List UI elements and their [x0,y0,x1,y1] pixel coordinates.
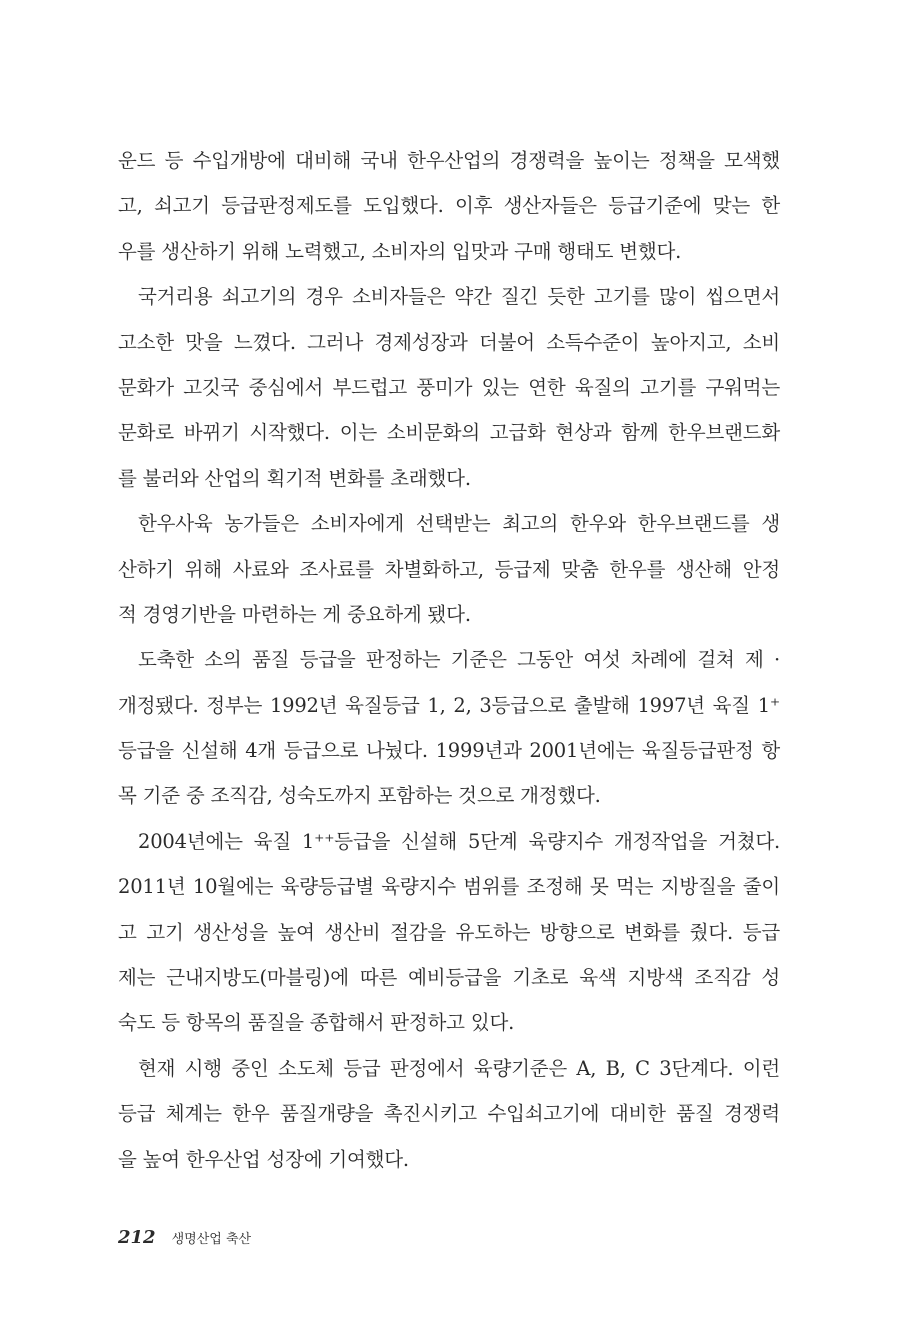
text-line [118,1000,780,1045]
line-text: 우를 생산하기 위해 노력했고, 소비자의 입맛과 구매 행태도 변했다. [118,239,682,263]
line-text: 적 경영기반을 마련하는 게 중요하게 됐다. [118,602,471,626]
text-line [118,229,780,274]
text-line [118,456,780,501]
line-text: 도축한 소의 품질 등급을 판정하는 기준은 그동안 여섯 차례에 걸쳐 제 · [138,648,780,672]
text-line [118,320,780,365]
text-line [118,547,780,592]
page-number: 212 [118,1227,156,1248]
line-text: 2011년 10월에는 육량등급별 육량지수 범위를 조정해 못 먹는 지방질을 줄이 [118,875,780,899]
line-text: 문화가 고깃국 중심에서 부드럽고 풍미가 있는 연한 육질의 고기를 구워먹는 [118,375,780,399]
text-line [118,410,780,455]
line-text: 현재 시행 중인 소도체 등급 판정에서 육량기준은 A, B, C 3단계다. 이런 [138,1056,780,1080]
text-line [118,910,780,955]
line-text: 를 불러와 산업의 획기적 변화를 초래했다. [118,466,471,490]
text-line [118,637,780,682]
text-line [118,1046,780,1091]
line-text: 2004년에는 육질 1⁺⁺등급을 신설해 5단계 육량지수 개정작업을 거쳤다. [138,829,780,853]
line-text: 고 고기 생산성을 높여 생산비 절감을 유도하는 방향으로 변화를 줬다. 등급 [118,920,780,944]
text-line [118,1091,780,1136]
line-text: 등급을 신설해 4개 등급으로 나눴다. 1999년과 2001년에는 육질등급판정 항 [118,739,780,763]
text-line [118,274,780,319]
line-text: 문화로 바뀌기 시작했다. 이는 소비문화의 고급화 현상과 함께 한우브랜드화 [118,421,780,445]
line-text: 국거리용 쇠고기의 경우 소비자들은 약간 질긴 듯한 고기를 많이 씹으면서 [138,285,780,309]
book-title: 생명산업 축산 [171,1232,252,1247]
page-footer [118,1226,251,1250]
text-line [118,864,780,909]
line-text: 을 높여 한우산업 성장에 기여했다. [118,1147,409,1171]
line-text: 제는 근내지방도(마블링)에 따른 예비등급을 기초로 육색 지방색 조직감 성 [118,966,780,990]
line-text: 산하기 위해 사료와 조사료를 차별화하고, 등급제 맞춤 한우를 생산해 안정 [118,557,780,581]
text-line [118,1137,780,1182]
text-line [118,365,780,410]
line-text: 운드 등 수입개방에 대비해 국내 한우산업의 경쟁력을 높이는 정책을 모색했 [118,149,780,172]
line-text: 목 기준 중 조직감, 성숙도까지 포함하는 것으로 개정했다. [118,784,601,808]
line-text: 개정됐다. 정부는 1992년 육질등급 1, 2, 3등급으로 출발해 1997년 육질 1⁺ [118,693,780,717]
text-line [118,728,780,773]
text-line [118,683,780,728]
text-line [118,819,780,864]
body-text [118,138,780,1182]
line-text: 고, 쇠고기 등급판정제도를 도입했다. 이후 생산자들은 등급기준에 맞는 한 [118,194,780,218]
line-text: 한우사육 농가들은 소비자에게 선택받는 최고의 한우와 한우브랜드를 생 [138,512,780,536]
text-line [118,138,780,183]
text-line [118,773,780,818]
line-text: 고소한 맛을 느꼈다. 그러나 경제성장과 더불어 소득수준이 높아지고, 소비 [118,330,780,354]
text-line [118,501,780,546]
line-text: 등급 체계는 한우 품질개량을 촉진시키고 수입쇠고기에 대비한 품질 경쟁력 [118,1102,780,1126]
line-text: 숙도 등 항목의 품질을 종합해서 판정하고 있다. [118,1011,515,1035]
text-line [118,183,780,228]
text-line [118,592,780,637]
text-line [118,955,780,1000]
